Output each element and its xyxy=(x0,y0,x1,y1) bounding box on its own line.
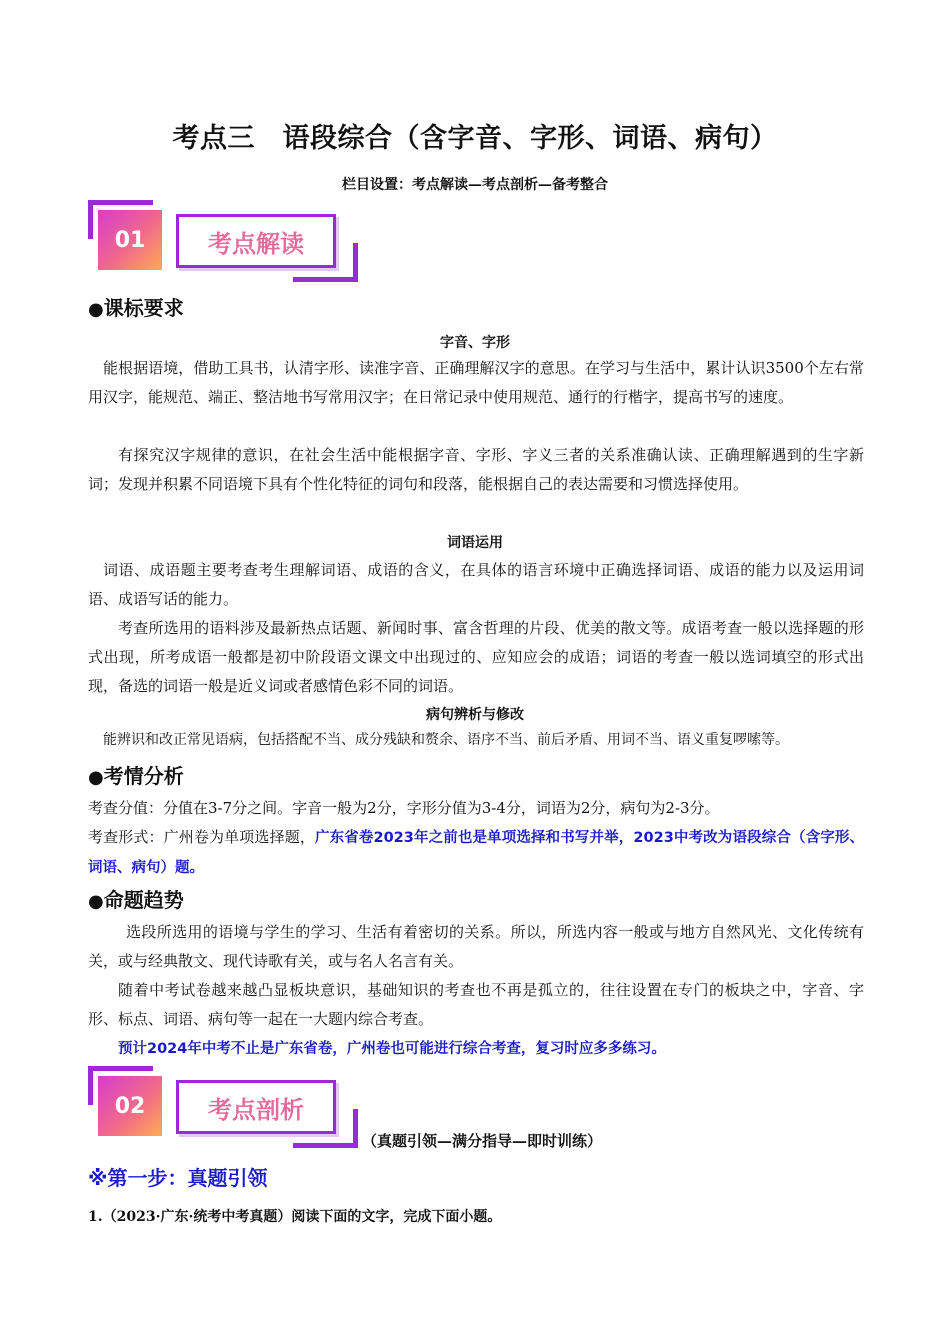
step-heading: ※第一步：真题引领 xyxy=(88,1166,268,1190)
subheading-sentences: 病句辨析与修改 xyxy=(426,707,524,723)
paragraph: 词语、成语题主要考查考生理解词语、成语的含义，在具体的语言环境中正确选择词语、成语的能力以及运用词语、成语写话的能力。 xyxy=(88,561,864,608)
column-settings: 栏目设置：考点解读—考点剖析—备考整合 xyxy=(342,177,608,193)
question-stem: 1.（2023·广东·统考中考真题）阅读下面的文字，完成下面小题。 xyxy=(88,1209,502,1225)
analysis-format-prefix: 考查形式：广州卷为单项选择题， xyxy=(88,828,315,846)
paragraph: 能根据语境，借助工具书，认清字形、读准字音、正确理解汉字的意思。在学习与生活中，累计认识3500个左右常用汉字，能规范、端正、整洁地书写常用汉字；在日常记录中使用规范、通行的行楷字，提高书写的速度。 xyxy=(88,359,864,406)
highlight-text: 广东省卷2023年之前也是单项选择和书写并举，2023中考改为语段综合（含字形、词语、病句）题。 xyxy=(88,830,864,876)
trend-heading: ●命题趋势 xyxy=(88,888,184,912)
section-number: 01 xyxy=(98,210,162,270)
bullet-icon: ● xyxy=(88,891,104,912)
section-note: （真题引领—满分指导—即时训练） xyxy=(362,1132,603,1150)
bullet-icon: ● xyxy=(88,299,104,320)
paragraph xyxy=(88,1034,864,1064)
highlight-text: 预计2024年中考不止是广东省卷，广州卷也可能进行综合考查，复习时应多多练习。 xyxy=(118,1041,666,1057)
paragraph: 有探究汉字规律的意识，在社会生活中能根据字音、字形、字义三者的关系准确认读、正确理解遇到的生字新词；发现并积累不同语境下具有个性化特征的词句和段落，能根据自己的表达需要和习惯选择使用。 xyxy=(88,446,864,493)
section-number: 02 xyxy=(98,1076,162,1136)
paragraph: 考查分值：分值在3-7分之间。字音一般为2分，字形分值为3-4分，词语为2分，病句为2-3分。 xyxy=(88,799,720,817)
analysis-heading: ●考情分析 xyxy=(88,764,184,788)
section-badge-01 xyxy=(86,200,358,282)
section-badge-02 xyxy=(86,1066,358,1148)
bullet-icon: ● xyxy=(88,767,104,788)
section-label: 考点剖析 xyxy=(176,1080,336,1134)
subheading-words: 词语运用 xyxy=(447,535,503,551)
subheading-pronunciation: 字音、字形 xyxy=(440,335,510,351)
paragraph: 考查所选用的语料涉及最新热点话题、新闻时事、富含哲理的片段、优美的散文等。成语考查一般以选择题的形式出现，所考成语一般都是初中阶段语文课文中出现过的、应知应会的成语；词语的考查一般以选词填空的形式出现，备选的词语一般是近义词或者感情色彩不同的词语。 xyxy=(88,619,864,695)
page-title: 考点三 语段综合（含字音、字形、词语、病句） xyxy=(172,123,778,154)
paragraph: 随着中考试卷越来越凸显板块意识，基础知识的考查也不再是孤立的，往往设置在专门的板块之中，字音、字形、标点、词语、病句等一起在一大题内综合考查。 xyxy=(88,981,864,1028)
paragraph: 选段所选用的语境与学生的学习、生活有着密切的关系。所以，所选内容一般或与地方自然风光、文化传统有关，或与经典散文、现代诗歌有关，或与名人名言有关。 xyxy=(88,923,864,970)
paragraph xyxy=(88,823,864,883)
section-label: 考点解读 xyxy=(176,214,336,268)
paragraph: 能辨识和改正常见语病，包括搭配不当、成分残缺和赘余、语序不当、前后矛盾、用词不当、语义重复啰嗦等。 xyxy=(103,732,789,748)
curriculum-heading: ●课标要求 xyxy=(88,296,184,320)
